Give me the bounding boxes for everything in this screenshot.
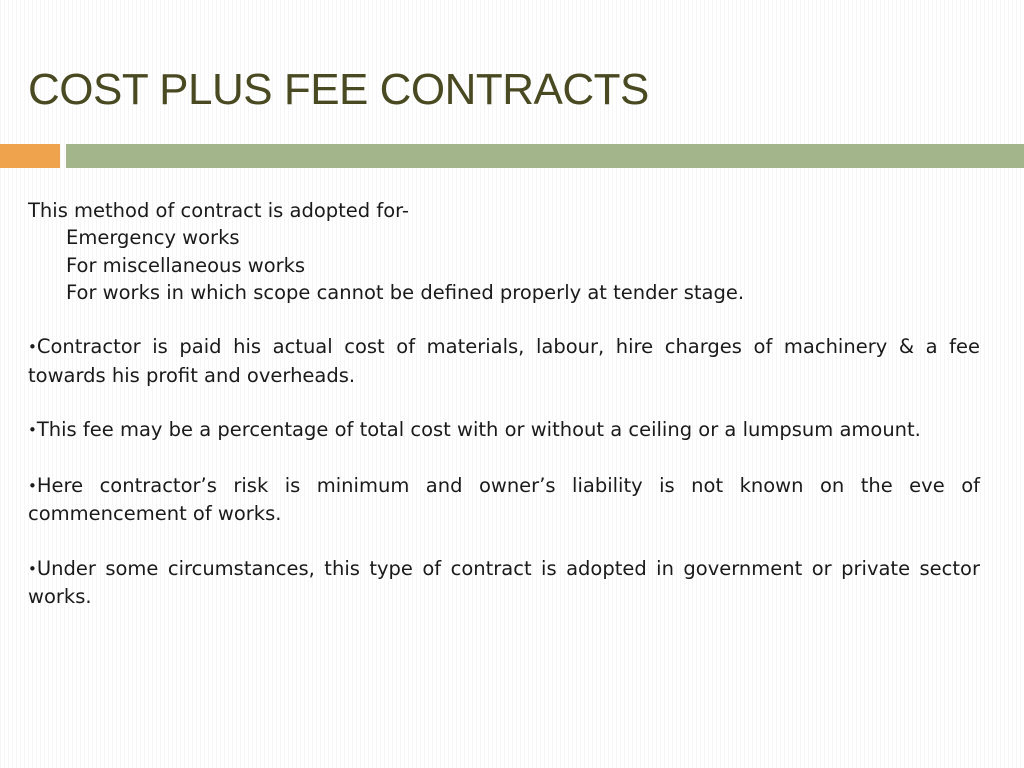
bullet-icon: • [28, 338, 37, 357]
bullet-paragraph [28, 472, 980, 528]
bullet-icon: • [28, 559, 37, 578]
bullet-text: This fee may be a percentage of total cost with or without a ceiling or a lumpsum amount. [36, 418, 921, 442]
intro-list-item: For works in which scope cannot be defined properly at tender stage. [66, 280, 745, 304]
bullet-text: Contractor is paid his actual cost of materials, labour, hire charges of machinery & a fee towards his profit and overheads. [28, 335, 980, 387]
title-accent-bar-green [66, 144, 1024, 168]
bullet-text: Here contractor’s risk is minimum and owner’s liability is not known on the eve of commencement of works. [28, 473, 980, 526]
bullet-paragraph [28, 555, 980, 611]
intro-text: This method of contract is adopted for- [28, 199, 409, 222]
intro-list-item: Emergency works [66, 226, 240, 250]
intro-list [28, 224, 980, 306]
bullet-paragraph [28, 416, 980, 444]
slide-title: COST PLUS FEE CONTRACTS [28, 65, 649, 114]
bullet-text: Under some circumstances, this type of contract is adopted in government or private sector works. [28, 556, 980, 609]
slide-body [28, 197, 980, 610]
title-accent-bar-orange [0, 144, 60, 168]
bullet-icon: • [28, 476, 37, 495]
intro-list-item: For miscellaneous works [66, 253, 306, 277]
bullet-paragraph [28, 333, 980, 389]
bullet-icon: • [28, 421, 37, 440]
